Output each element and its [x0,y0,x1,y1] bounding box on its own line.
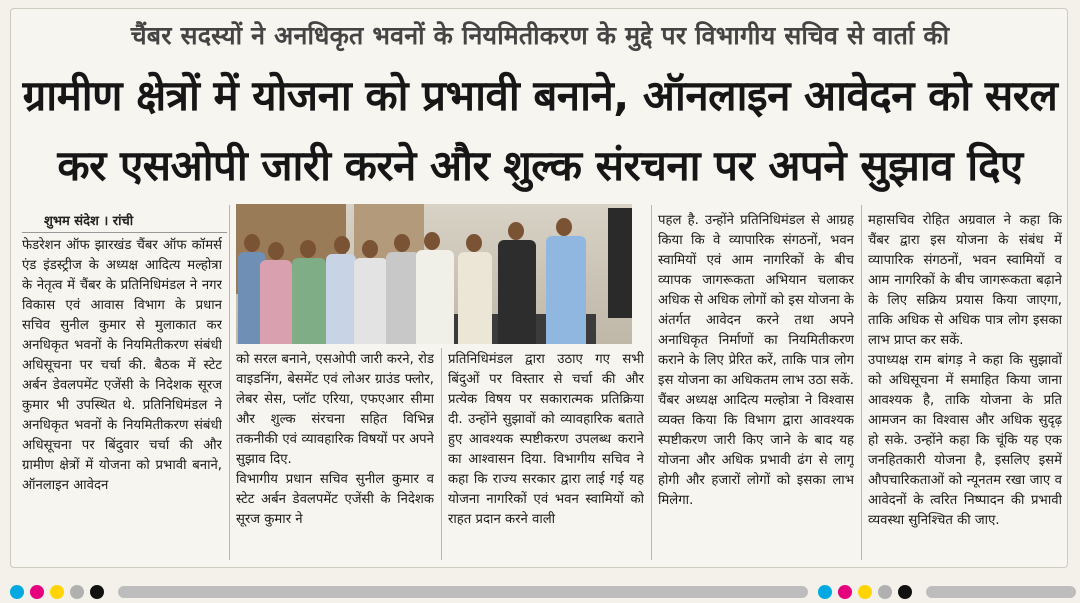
headline-line-2: कर एसओपी जारी करने और शुल्क संरचना पर अपने सुझाव दिए [57,141,1023,190]
headline-line-1: ग्रामीण क्षेत्रों में योजना को प्रभावी बनाने, ऑनलाइन आवेदन को सरल [22,71,1058,120]
byline-rule [22,232,227,233]
article-column-1 [22,236,222,558]
article-column-4 [658,211,854,559]
registration-dot [818,585,832,599]
registration-dot [838,585,852,599]
registration-dot [70,585,84,599]
registration-dot [10,585,24,599]
registration-dot [30,585,44,599]
article-column-2 [236,350,434,560]
column-divider [441,348,442,560]
registration-dot [858,585,872,599]
print-track-bar [118,586,808,598]
paragraph: उपाध्यक्ष राम बांगड़ ने कहा कि सुझावों को अधिसूचना में समाहित किया जाना आवश्यक है, ताकि योजना के प्रति आमजन का विश्वास और अधिक सुदृढ़ हो सके. उन्होंने कहा कि चूंकि यह एक जनहितकारी योजना है, इसलिए इसमें औपचारिकताओं को न्यूनतम रखा जाए व आवेदनों के त्वरित निष्पादन की प्रभावी व्यवस्था सुनिश्चित की जाए. [868,353,1062,528]
delegation-meeting-photo [236,204,632,344]
registration-dot [878,585,892,599]
paragraph: विभागीय प्रधान सचिव सुनील कुमार व स्टेट अर्बन डेवलपमेंट एजेंसी के निदेशक सूरज कुमार ने [236,472,434,527]
registration-dot [898,585,912,599]
column-divider [651,205,652,560]
registration-dot [90,585,104,599]
registration-dot [50,585,64,599]
paragraph: महासचिव रोहित अग्रवाल ने कहा कि चैंबर द्वारा इस योजना के संबंध में व्यापारिक संगठनों, भवन स्वामियों व आम नागरिकों के बीच जागरूकता बढ़ाने के लिए सक्रिय प्रयास किया जाएगा, ताकि अधिक से अधिक पात्र लोग इसका लाभ प्राप्त कर सकें. [868,213,1062,348]
column-divider [861,205,862,560]
article-column-5 [868,211,1062,559]
paragraph: चैंबर अध्यक्ष आदित्य मल्होत्रा ने विश्वास व्यक्त किया कि विभाग द्वारा आवश्यक स्पष्टीकरण जारी किए जाने के बाद यह योजना और अधिक प्रभावी ढंग से लागू होगी और हजारों लोगों को इसका लाभ मिलेगा. [658,393,854,508]
paragraph: पहल है. उन्होंने प्रतिनिधिमंडल से आग्रह किया कि वे व्यापारिक संगठनों, भवन स्वामियों एवं आम नागरिकों के बीच व्यापक जागरूकता अभियान चलाकर अधिक से अधिक लोगों को इस योजना के अंतर्गत आवेदन करने तथा अपने अनाधिकृत निर्माणों का नियमितीकरण कराने के लिए प्रेरित करें, ताकि पात्र लोग इस योजना का अधिकतम लाभ उठा सकें. [658,213,854,388]
paragraph: को सरल बनाने, एसओपी जारी करने, रोड वाइडनिंग, बेसमेंट एवं लोअर ग्राउंड फ्लोर, लेबर सेस, प्लॉट एरिया, एफएआर सीमा और शुल्क संरचना सहित विभिन्न तकनीकी एवं व्यावहारिक विषयों पर अपने सुझाव दिए. [236,352,434,467]
column-divider [229,205,230,560]
kicker-headline: चैंबर सदस्यों ने अनधिकृत भवनों के नियमितीकरण के मुद्दे पर विभागीय सचिव से वार्ता की [130,21,950,50]
article-column-3 [448,350,644,560]
paragraph: प्रतिनिधिमंडल द्वारा उठाए गए सभी बिंदुओं पर विस्तार से चर्चा की और प्रत्येक विषय पर सकारात्मक प्रतिक्रिया दी. उन्होंने सुझावों को व्यावहारिक बताते हुए आवश्यक स्पष्टीकरण उपलब्ध कराने का आश्वासन दिया. विभागीय सचिव ने कहा कि राज्य सरकार द्वारा लाई गई यह योजना नागरिकों एवं भवन स्वामियों को राहत प्रदान करने वाली [448,352,644,527]
print-track-bar [926,586,1076,598]
paragraph: फेडरेशन ऑफ झारखंड चैंबर ऑफ कॉमर्स एंड इंडस्ट्रीज के अध्यक्ष आदित्य मल्होत्रा के नेतृत्व में चैंबर के प्रतिनिधिमंडल ने नगर विकास एवं आवास विभाग के प्रधान सचिव सुनील कुमार से मुलाकात कर अनधिकृत भवनों के नियमितीकरण संबंधी अधिसूचना पर चर्चा की. बैठक में स्टेट अर्बन डेवलपमेंट एजेंसी के निदेशक सूरज कुमार भी उपस्थित थे. प्रतिनिधिमंडल ने अनधिकृत भवनों के नियमितीकरण संबंधी अधिसूचना पर बिंदुवार चर्चा की और ग्रामीण क्षेत्रों में योजना को प्रभावी बनाने, ऑनलाइन आवेदन [22,238,222,493]
byline: शुभम संदेश । रांची [44,214,134,229]
